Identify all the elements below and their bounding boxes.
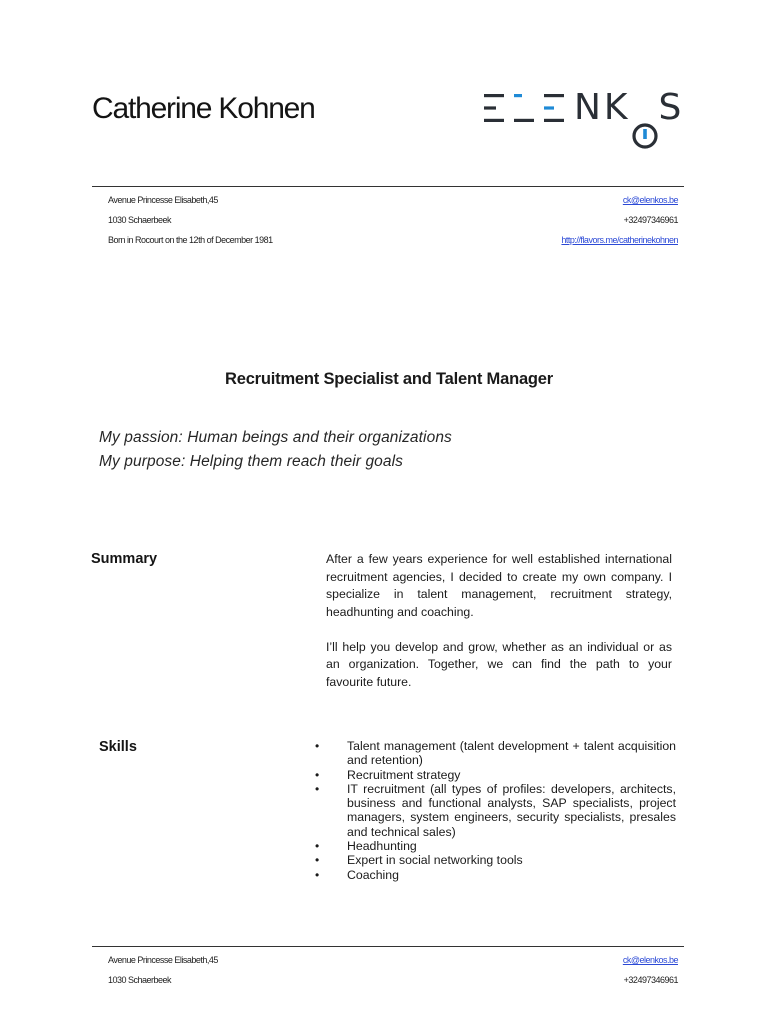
- top-divider: [92, 186, 684, 187]
- tagline: [99, 426, 452, 474]
- contact-row: [108, 230, 678, 250]
- profile-url-link[interactable]: http://flavors.me/catherinekohnen: [561, 235, 678, 245]
- address-line-1: Avenue Princesse Elisabeth,45: [108, 955, 218, 965]
- skills-heading: Skills: [99, 739, 137, 755]
- bullet-marker: •: [315, 767, 320, 782]
- address-line-2: 1030 Schaerbeek: [108, 975, 172, 985]
- job-title: Recruitment Specialist and Talent Manager: [225, 370, 553, 388]
- bullet-marker: •: [315, 853, 320, 868]
- purpose-line: My purpose: Helping them reach their goals: [99, 453, 404, 470]
- contact-row: [108, 970, 678, 990]
- bullet-marker: •: [315, 739, 320, 753]
- email-link[interactable]: ck@elenkos.be: [622, 195, 678, 205]
- skill-item: • Coaching: [315, 867, 399, 882]
- email-link[interactable]: ck@elenkos.be: [622, 955, 678, 965]
- address-line-2: 1030 Schaerbeek: [108, 215, 172, 225]
- passion-line: My passion: Human beings and their organizations: [99, 429, 452, 446]
- skill-item: • Headhunting: [315, 839, 417, 854]
- bottom-divider: [92, 946, 684, 947]
- contact-row: [108, 950, 678, 970]
- contact-block-bottom: [108, 950, 678, 990]
- candidate-name: Catherine Kohnen: [92, 92, 315, 125]
- skill-item: • Expert in social networking tools: [315, 853, 523, 868]
- elenkos-logo: [484, 87, 685, 128]
- summary-paragraph: I’ll help you develop and grow, whether as an individual or as an organization. Together, we can find the path to your favourite future.: [326, 639, 672, 689]
- bullet-marker: •: [315, 867, 320, 882]
- contact-row: [108, 190, 678, 210]
- summary-body: [326, 551, 672, 691]
- phone-number: +32497346961: [623, 215, 678, 225]
- bullet-marker: •: [315, 839, 320, 854]
- address-line-1: Avenue Princesse Elisabeth,45: [108, 195, 218, 205]
- skill-item: • Recruitment strategy: [315, 767, 461, 782]
- contact-block-top: [108, 190, 678, 250]
- skill-item: • Talent management (talent development + talent acquisition and retention): [315, 739, 676, 768]
- phone-number: +32497346961: [623, 975, 678, 985]
- summary-paragraph: After a few years experience for well established international recruitment agencies, I decided to create my own company. I specialize in talent management, recruitment strategy, headhunting and coaching.: [326, 552, 672, 619]
- bullet-marker: •: [315, 781, 320, 796]
- skill-item: • IT recruitment (all types of profiles: developers, architects, business and functional analysts, SAP specialists, project managers, system engineers, security specialists, presales and technical sales): [315, 781, 676, 839]
- summary-heading: Summary: [91, 551, 158, 567]
- contact-row: [108, 210, 678, 230]
- birth-info: Born in Rocourt on the 12th of December 1981: [108, 235, 273, 245]
- elenkos-logo-text: NK S: [574, 90, 684, 126]
- skills-list: [311, 739, 676, 882]
